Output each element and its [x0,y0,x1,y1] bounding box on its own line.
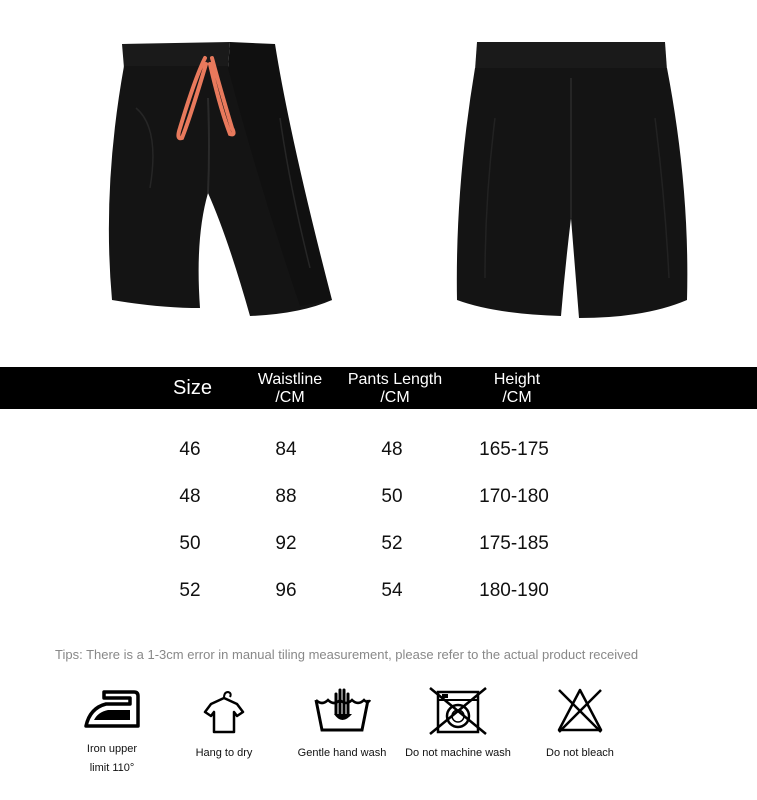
care-item-no-machine-wash: Do not machine wash [388,686,528,763]
care-item-hand-wash: Gentle hand wash [272,686,412,763]
measurement-tips: Tips: There is a 1-3cm error in manual tiling measurement, please refer to the actual product received [55,647,639,662]
header-waistline: Waistline /CM [257,371,323,406]
cell-height: 175-185 [479,533,549,554]
table-row [0,571,757,611]
hang-dry-icon [201,686,247,736]
cell-pants-length: 54 [381,580,403,601]
cell-size: 46 [179,439,201,460]
cell-size: 52 [179,580,201,601]
cell-waistline: 96 [275,580,297,601]
cell-size: 48 [179,486,201,507]
table-row [0,477,757,517]
shorts-back-image [455,38,700,320]
hand-wash-icon [312,686,372,736]
cell-height: 170-180 [479,486,549,507]
iron-icon [82,686,142,732]
cell-waistline: 84 [275,439,297,460]
cell-height: 165-175 [479,439,549,460]
header-height: Height /CM [493,371,541,406]
table-row [0,430,757,470]
care-item-no-bleach: Do not bleach [510,686,650,763]
table-row [0,524,757,564]
cell-pants-length: 48 [381,439,403,460]
care-item-hang-dry: Hang to dry [154,686,294,763]
cell-pants-length: 50 [381,486,403,507]
shorts-front-image [100,38,345,320]
cell-height: 180-190 [479,580,549,601]
cell-waistline: 88 [275,486,297,507]
cell-pants-length: 52 [381,533,403,554]
size-table-header [0,367,757,409]
care-item-iron: Iron upper limit 110° [42,686,182,778]
header-size: Size [173,377,212,399]
product-photos [0,0,757,360]
no-machine-wash-icon [428,686,488,736]
no-bleach-icon [555,686,605,736]
cell-waistline: 92 [275,533,297,554]
cell-size: 50 [179,533,201,554]
header-pants-length: Pants Length /CM [347,371,443,406]
